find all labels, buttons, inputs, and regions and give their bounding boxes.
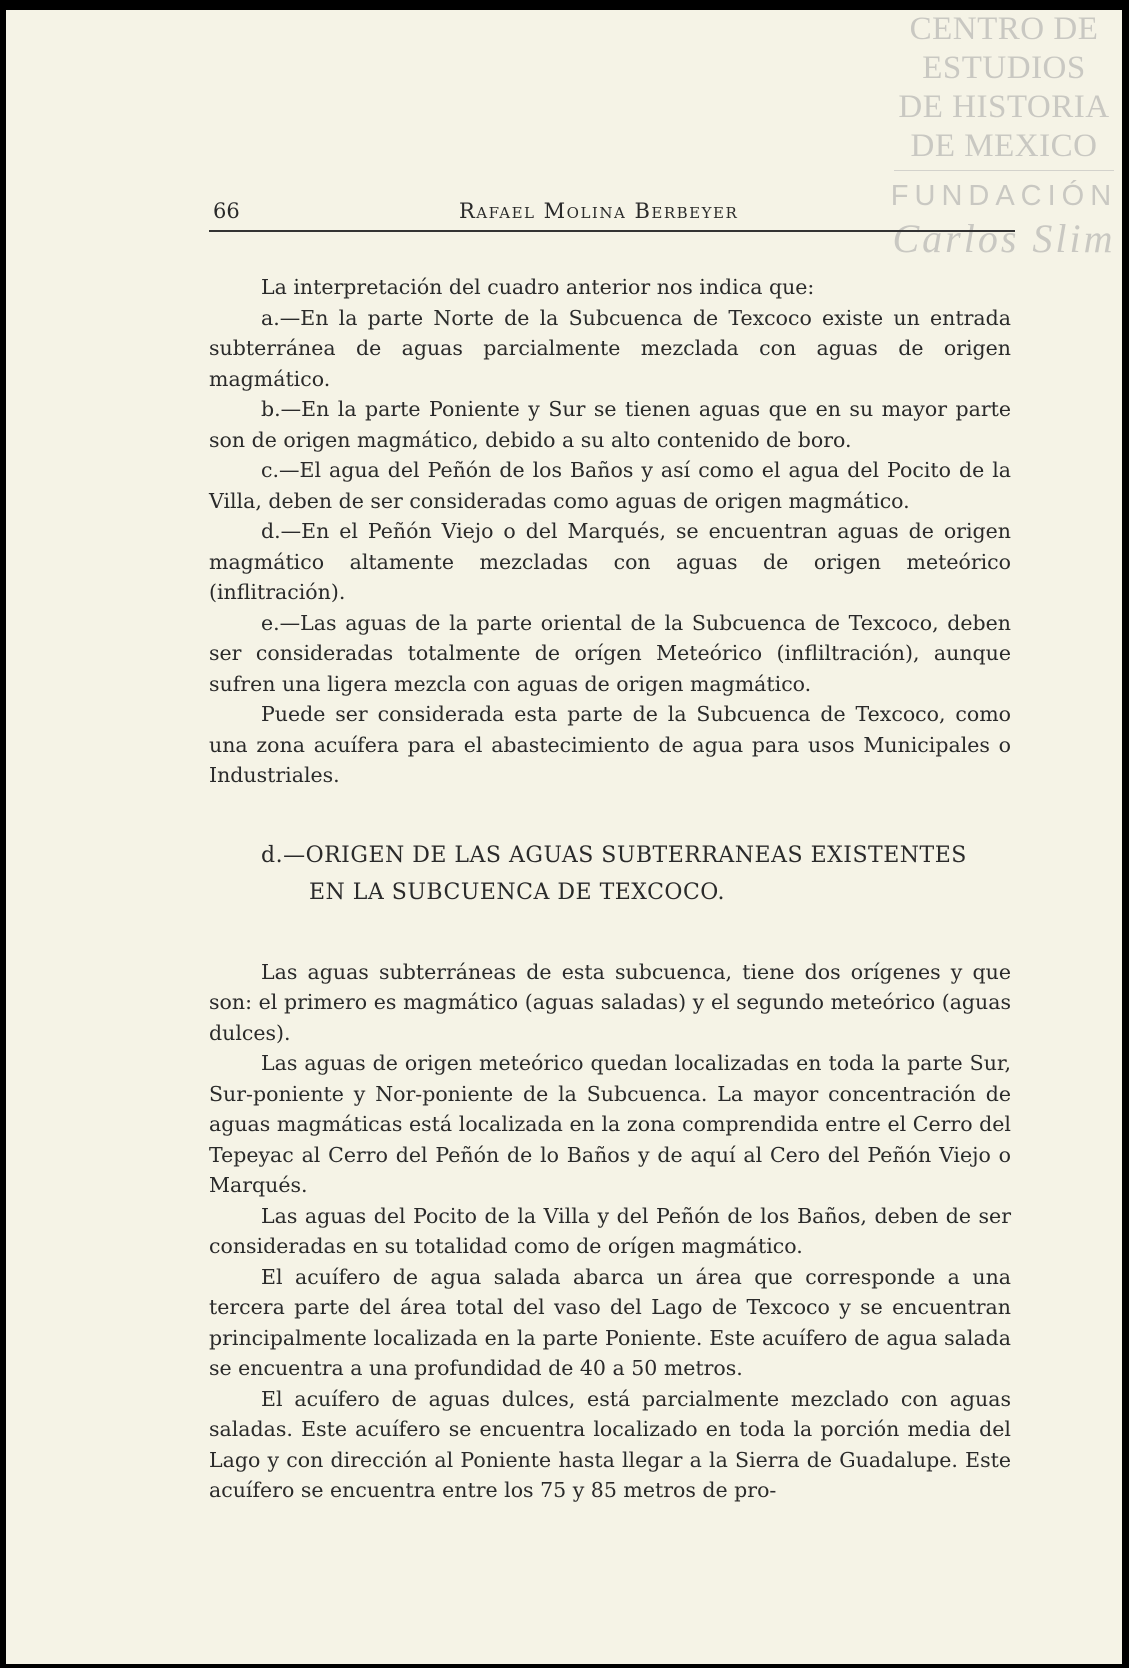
book-page xyxy=(6,10,1122,1664)
watermark-line: DE HISTORIA xyxy=(898,89,1110,125)
watermark-divider xyxy=(894,170,1114,171)
page-header xyxy=(209,193,1014,233)
watermark-line: ESTUDIOS xyxy=(922,50,1086,86)
section-heading-line: d.—ORIGEN DE LAS AGUAS SUBTERRANEAS EXISTENTES xyxy=(261,842,967,868)
paragraph: Puede ser considerada esta parte de la Subcuenca de Texcoco, como una zona acuífera para el abastecimiento de agua para usos Municipales o Industriales. xyxy=(209,702,1011,787)
section-heading-line: EN LA SUBCUENCA DE TEXCOCO. xyxy=(309,879,726,905)
paragraph: Las aguas del Pocito de la Villa y del Peñón de los Baños, deben de ser consideradas en su totalidad como de orígen magmático. xyxy=(209,1203,1011,1258)
paragraph: c.—El agua del Peñón de los Baños y así como el agua del Pocito de la Villa, deben de ser consideradas como aguas de origen magmático. xyxy=(209,458,1011,513)
paragraph: b.—En la parte Poniente y Sur se tienen aguas que en su mayor parte son de origen magmático, debido a su alto contenido de boro. xyxy=(209,397,1011,452)
paragraph: Las aguas subterráneas de esta subcuenca, tiene dos orígenes y que son: el primero es magmático (aguas saladas) y el segundo meteórico (aguas dulces). xyxy=(209,959,1011,1045)
paragraph: e.—Las aguas de la parte oriental de la Subcuenca de Texcoco, deben ser consideradas totalmente de orígen Meteórico (infliltración), aunque sufren una ligera mezcla con aguas de origen magmático. xyxy=(209,610,1011,696)
header-rule xyxy=(209,230,1015,232)
watermark-line: CENTRO DE xyxy=(909,11,1099,47)
paragraph: Las aguas de origen meteórico quedan localizadas en toda la parte Sur, Sur-poniente y Nor-poniente de la Subcuenca. La mayor concentración de aguas magmáticas está localizada en la zona comprendida entre el Cerro del Tepeyac al Cerro del Peñón de lo Baños y de aquí al Cero del Peñón Viejo o Marqués. xyxy=(209,1051,1011,1197)
paragraph: El acuífero de agua salada abarca un área que corresponde a una tercera parte del área total del vaso del Lago de Texcoco y se encuentran principalmente localizada en la parte Poniente. Este acuífero de agua salada se encuentra a una profundidad de 40 a 50 metros. xyxy=(209,1264,1011,1380)
body-text xyxy=(209,272,1011,1506)
page-number: 66 xyxy=(213,199,240,223)
paragraph: La interpretación del cuadro anterior nos indica que: xyxy=(261,275,815,299)
section-heading xyxy=(209,837,1011,911)
paragraph: d.—En el Peñón Viejo o del Marqués, se encuentran aguas de origen magmático altamente mezcladas con aguas de origen meteórico (inflitración). xyxy=(209,519,1011,604)
watermark-signature: Carlos Slim xyxy=(892,216,1116,261)
paragraph: El acuífero de aguas dulces, está parcialmente mezclado con aguas saladas. Este acuífero se encuentra localizado en toda la porción media del Lago y con dirección al Poniente hasta llegar a la Sierra de Guadalupe. Este acuífero se encuentra entre los 75 y 85 metros de pro- xyxy=(209,1386,1011,1502)
paragraph: a.—En la parte Norte de la Subcuenca de Texcoco existe un entrada subterránea de aguas parcialmente mezclada con aguas de origen magmático. xyxy=(209,305,1011,391)
watermark-line: DE MEXICO xyxy=(910,128,1098,164)
watermark-foundation: FUNDACIÓN xyxy=(890,180,1118,212)
running-head-author: Rafael Molina Berbeyer xyxy=(459,199,739,223)
